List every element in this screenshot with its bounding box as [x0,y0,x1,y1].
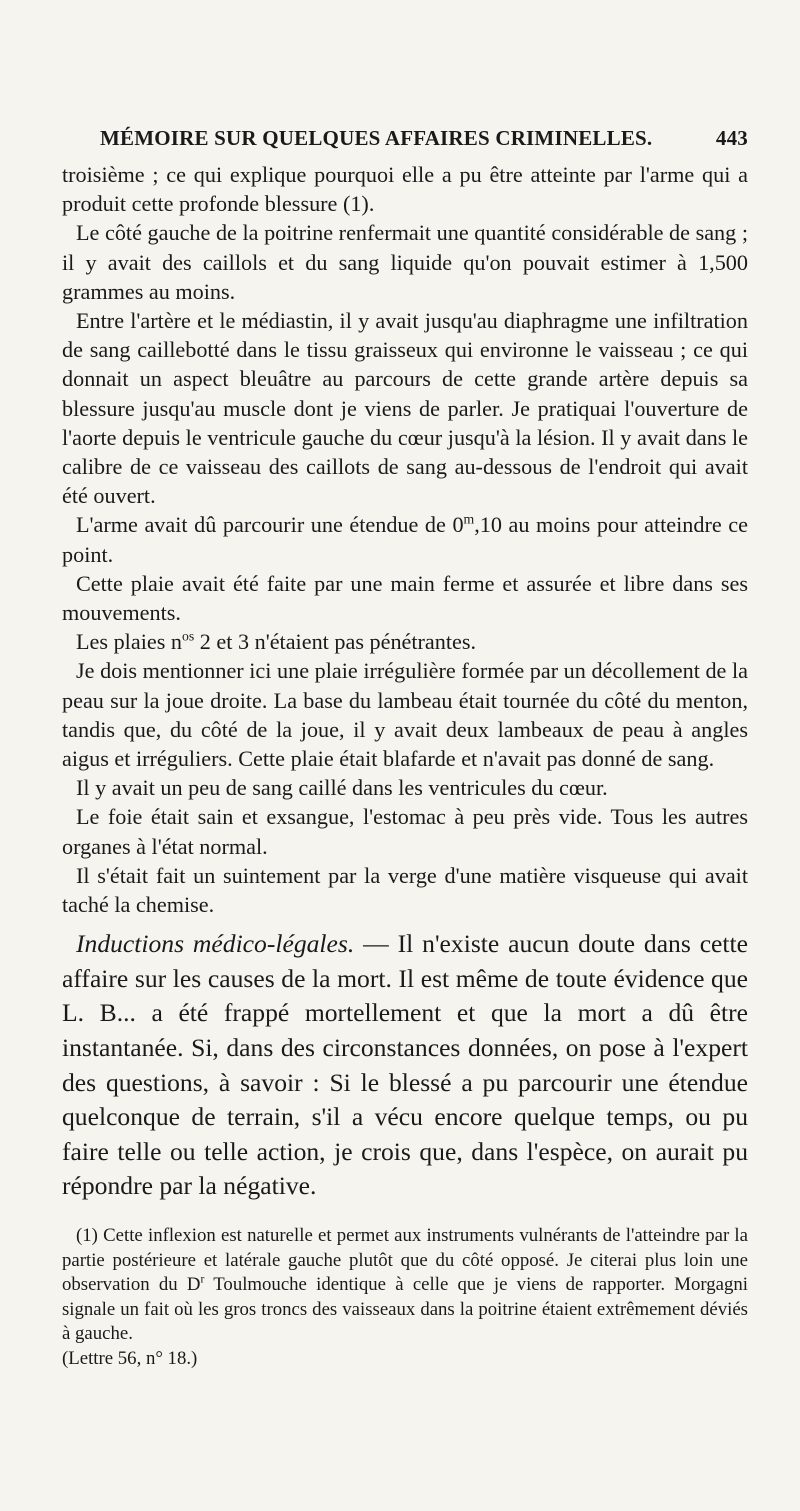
paragraph: L'arme avait dû parcourir une étendue de 0$^m$,10 au moins pour atteindre ce point. [62,512,748,567]
induction-section [62,927,748,1204]
paragraph: Il y avait un peu de sang caillé dans les ventricules du cœur. [76,775,608,801]
running-header [100,126,748,160]
paragraph: Entre l'artère et le médiastin, il y avait jusqu'au diaphragme une infiltration de sang caillebotté dans le tissu graisseux qui environne le vaisseau ; ce qui donnait un aspect bleuâtre au parcours de cette grande artère depuis sa blessure jusqu'au muscle dont je viens de parler. Je pratiquai l'ouverture de l'aorte depuis le ventricule gauche du cœur jusqu'à la lésion. Il y avait dans le calibre de ce vaisseau des caillots de sang au-dessous de l'endroit qui avait été ouvert. [62,308,748,509]
footnote [62,1224,748,1371]
paragraph: Le foie était sain et exsangue, l'estomac à peu près vide. Tous les autres organes à l'état normal. [62,804,748,859]
paragraph: troisième ; ce qui explique pourquoi elle a pu être atteinte par l'arme qui a produit cette profonde blessure (1). [62,162,748,217]
paragraph: Je dois mentionner ici une plaie irrégulière formée par un décollement de la peau sur la joue droite. La base du lambeau était tournée du côté du menton, tandis que, du côté de la joue, il y avait deux lambeaux de peau à angles aigus et irréguliers. Cette plaie était blafarde et n'avait pas donné de sang. [62,658,748,772]
document-page [62,126,748,1371]
paragraph: Les plaies $n^{os}$ 2 et 3 n'étaient pas pénétrantes. [76,628,477,655]
footnote-text: (1) Cette inflexion est naturelle et permet aux instruments vulnérants de l'atteindre par la partie postérieure et latérale gauche plutôt que du côté opposé. Je citerai plus loin une observation du $D^r$ Toulmouche identique à celle que je viens de rapporter. Morgagni signale un fait où les gros troncs des vaisseaux dans la poitrine étaient extrêmement déviés à gauche. [62,1225,748,1345]
section-lead: Inductions médico-légales. [76,929,355,959]
paragraph: Le côté gauche de la poitrine renfermait une quantité considérable de sang ; il y avait des caillols et du sang liquide qu'on pouvait estimer à 1,500 grammes au moins. [62,220,748,304]
paragraph: Cette plaie avait été faite par une main ferme et assurée et libre dans ses mouvements. [62,570,748,626]
page-number: 443 [715,126,748,150]
paragraph: Il s'était fait un suintement par la verge d'une matière visqueuse qui avait taché la chemise. [62,862,748,918]
body-text [62,160,748,919]
paragraph: Inductions médico-légales. — Il n'existe aucun doute dans cette affaire sur les causes de la mort. Il est même de toute évidence que L. B... a été frappé mortellement et que la mort a dû être instantanée. Si, dans des circonstances données, on pose à l'expert des questions, à savoir : Si le blessé a pu parcourir une étendue quelconque de terrain, s'il a vécu encore quelque temps, ou pu faire telle ou telle action, je crois que, dans l'espèce, on aurait pu répondre par la négative. [62,929,748,1201]
running-title: MÉMOIRE SUR QUELQUES AFFAIRES CRIMINELLES. [100,126,653,150]
footnote-citation: (Lettre 56, n° 18.) [62,1347,198,1369]
